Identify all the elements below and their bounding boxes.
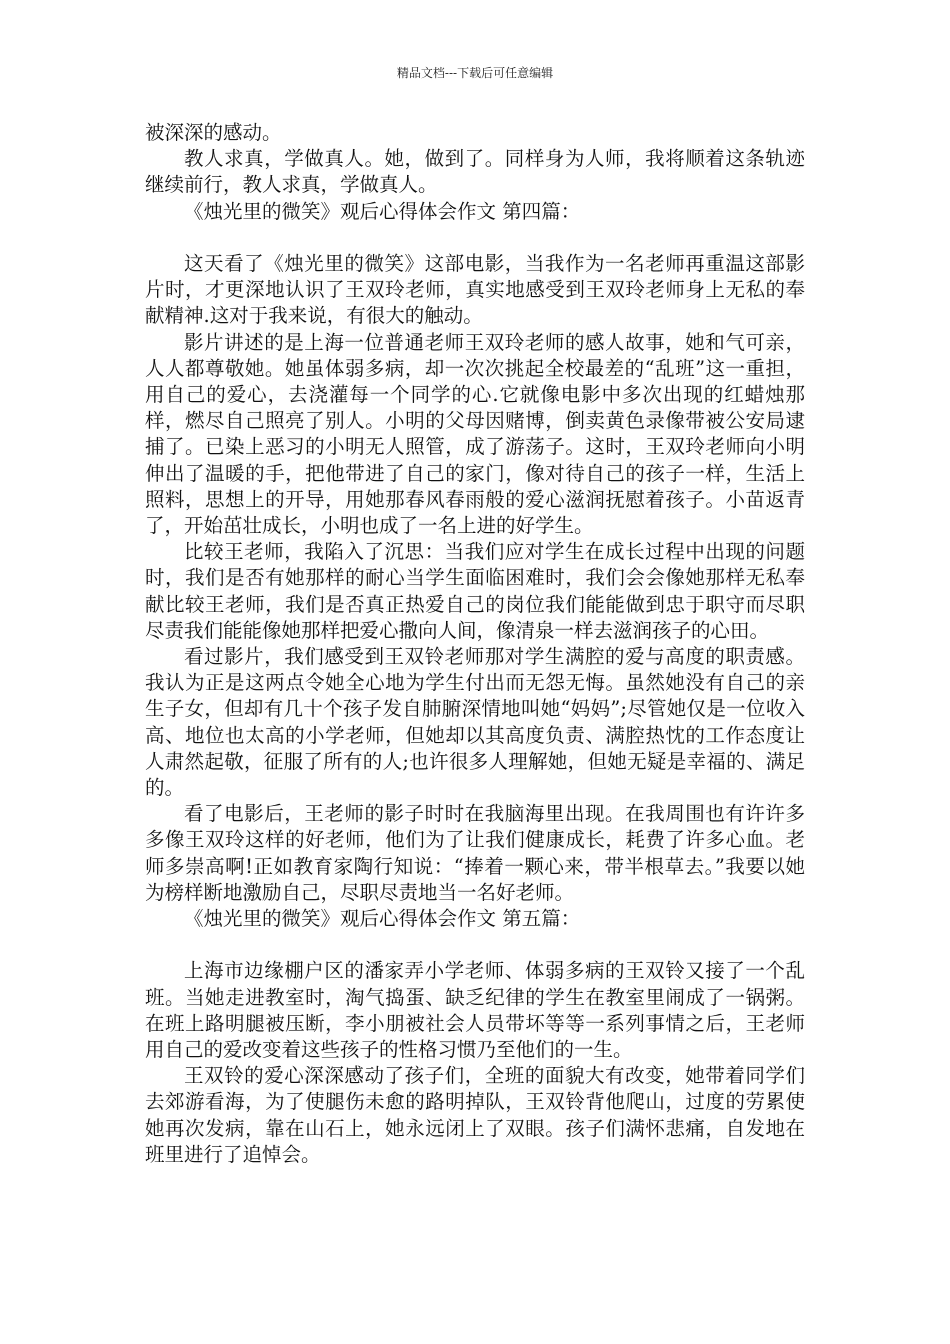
paragraph: 上海市边缘棚户区的潘家弄小学老师、体弱多病的王双铃又接了一个乱班。当她走进教室时，淘气捣蛋、缺乏纪律的学生在教室里闹成了一锅粥。在班上路明腿被压断，李小朋被社会人员带坏等等一系列事情之后，王老师用自己的爱改变着这些孩子的性格习惯乃至他们的一生。 (145, 959, 805, 1062)
paragraph: 教人求真，学做真人。她，做到了。同样身为人师，我将顺着这条轨迹继续前行，教人求真，学做真人。 (145, 147, 805, 197)
page-header: 精品文档---下载后可任意编辑 (396, 66, 554, 80)
paragraph: 看过影片，我们感受到王双铃老师那对学生满腔的爱与高度的职责感。我认为正是这两点令她全心地为学生付出而无怨无悔。虽然她没有自己的亲生子女，但却有几十个孩子发自肺腑深情地叫她“妈妈”;尽管她仅是一位收入高、地位也太高的小学老师，但她却以其高度负责、满腔热忱的工作态度让人肃然起敬，征服了所有的人;也许很多人理解她，但她无疑是幸福的、满足的。 (145, 645, 805, 800)
document-body (145, 120, 805, 1168)
paragraph: 比较王老师，我陷入了沉思：当我们应对学生在成长过程中出现的问题时，我们是否有她那样的耐心当学生面临困难时，我们会会像她那样无私奉献比较王老师，我们是否真正热爱自己的岗位我们能能做到忠于职守而尽职尽责我们能能像她那样把爱心撒向人间，像清泉一样去滋润孩子的心田。 (145, 540, 805, 642)
section-heading: 《烛光里的微笑》观后心得体会作文 第五篇： (184, 907, 581, 931)
paragraph: 影片讲述的是上海一位普通老师王双玲老师的感人故事，她和气可亲，人人都尊敬她。她虽体弱多病，却一次次挑起全校最差的“乱班”这一重担，用自己的爱心，去浇灌每一个同学的心.它就像电影中多次出现的红蜡烛那样，燃尽自己照亮了别人。小明的父母因赌博，倒卖黄色录像带被公安局逮捕了。已染上恶习的小明无人照管，成了游荡子。这时，王双玲老师向小明伸出了温暖的手，把他带进了自己的家门，像对待自己的孩子一样，生活上照料，思想上的开导，用她那春风春雨般的爱心滋润抚慰着孩子。小苗返青了，开始茁壮成长，小明也成了一名上进的好学生。 (145, 330, 805, 538)
paragraph: 看了电影后，王老师的影子时时在我脑海里出现。在我周围也有许许多多像王双玲这样的好老师，他们为了让我们健康成长，耗费了许多心血。老师多崇高啊!正如教育家陶行知说：“捧着一颗心来，带半根草去。”我要以她为榜样断地激励自己，尽职尽责地当一名好老师。 (145, 802, 805, 904)
paragraph: 王双铃的爱心深深感动了孩子们，全班的面貌大有改变，她带着同学们去郊游看海，为了使腿伤未愈的路明掉队，王双铃背他爬山，过度的劳累使她再次发病，靠在山石上，她永远闭上了双眼。孩子们满怀悲痛，自发地在班里进行了追悼会。 (145, 1064, 805, 1166)
paragraph: 这天看了《烛光里的微笑》这部电影，当我作为一名老师再重温这部影片时，才更深地认识了王双玲老师，真实地感受到王双玲老师身上无私的奉献精神.这对于我来说，有很大的触动。 (145, 252, 805, 328)
blank-line (145, 932, 805, 958)
paragraph: 被深深的感动。 (145, 121, 282, 144)
blank-line (145, 225, 805, 251)
section-heading: 《烛光里的微笑》观后心得体会作文 第四篇： (184, 199, 581, 223)
